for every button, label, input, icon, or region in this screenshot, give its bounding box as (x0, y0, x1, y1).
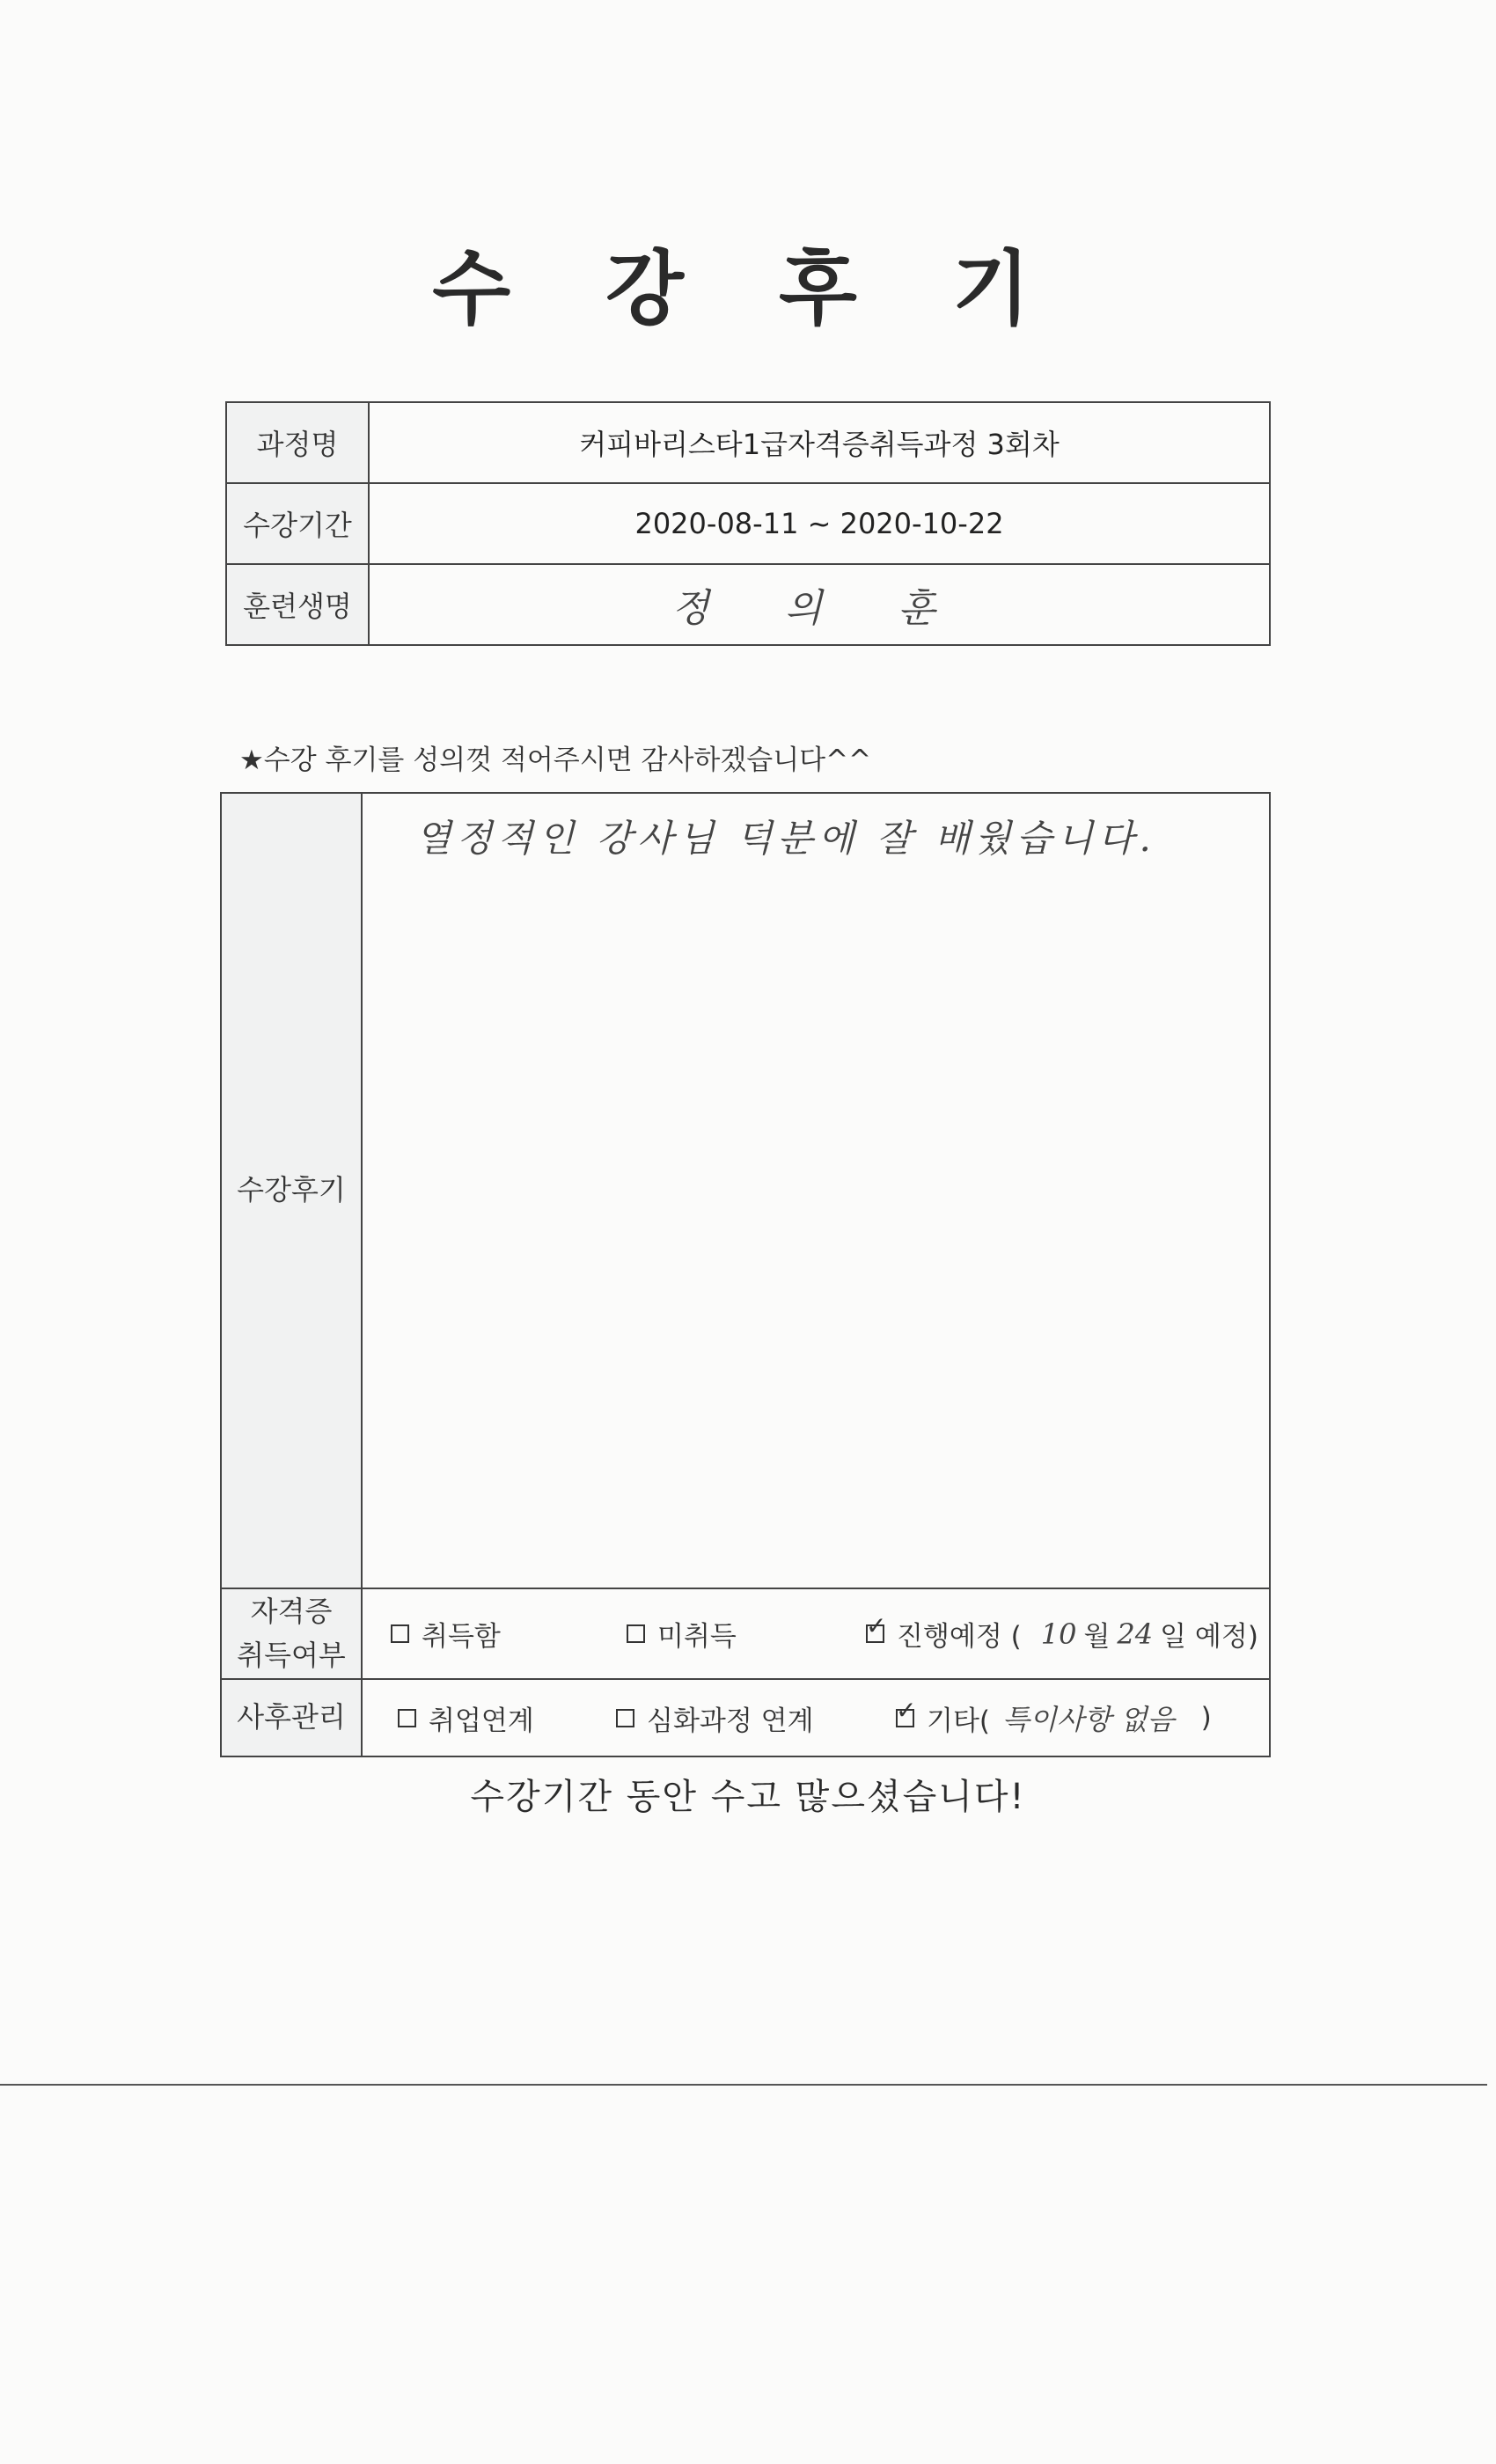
review-table (220, 792, 1271, 1757)
aftercare-option-advanced-label: 심화과정 연계 (647, 1705, 814, 1737)
check-mark-icon: ✓ (896, 1695, 917, 1725)
trainee-row (226, 564, 1270, 645)
aftercare-option-job-label: 취업연계 (429, 1705, 534, 1737)
cert-label (221, 1588, 362, 1679)
review-row (221, 793, 1270, 1588)
cert-row (221, 1588, 1270, 1679)
cert-option-acquired[interactable] (391, 1614, 627, 1654)
course-info-table (225, 401, 1271, 646)
closing-message: 수강기간 동안 수고 많으셨습니다! (470, 1777, 1026, 1817)
cert-option-acquired-label: 취득함 (422, 1621, 501, 1654)
cert-label-line1: 자격증 (250, 1595, 333, 1628)
period-value: 2020-08-11 ~ 2020-10-22 (369, 483, 1270, 564)
trainee-cell (369, 564, 1270, 645)
course-value: 커피바리스타1급자격증취득과정 3회차 (369, 402, 1270, 483)
aftercare-label: 사후관리 (221, 1679, 362, 1756)
course-label: 과정명 (226, 402, 369, 483)
checkbox-icon[interactable] (616, 1709, 634, 1727)
check-mark-icon: ✓ (866, 1611, 887, 1641)
cert-option-scheduled[interactable] (866, 1611, 1258, 1654)
aftercare-option-advanced[interactable] (616, 1698, 896, 1738)
instruction-note: ★수강 후기를 성의껏 적어주시면 감사하겠습니다^^ (239, 744, 872, 776)
review-body (362, 793, 1270, 1588)
page-divider (0, 2084, 1487, 2086)
scheduled-month-handwritten: 10 (1040, 1617, 1077, 1651)
aftercare-option-etc-prefix: 기타( (927, 1705, 990, 1737)
trainee-name-handwritten: 정 의 훈 (671, 586, 967, 631)
period-label: 수강기간 (226, 483, 369, 564)
aftercare-options (362, 1679, 1270, 1756)
checkbox-icon[interactable] (627, 1624, 645, 1643)
cert-option-scheduled-prefix: 진행예정 ( (897, 1621, 1022, 1654)
course-row (226, 402, 1270, 483)
trainee-label: 훈련생명 (226, 564, 369, 645)
month-unit: 월 (1083, 1621, 1111, 1654)
aftercare-option-etc[interactable] (896, 1695, 1212, 1738)
cert-label-line2: 취득여부 (237, 1638, 346, 1672)
checkbox-icon[interactable] (391, 1624, 409, 1643)
checked-checkbox-icon[interactable] (896, 1695, 917, 1727)
aftercare-option-etc-suffix: ) (1200, 1702, 1212, 1734)
checkbox-icon[interactable] (398, 1709, 416, 1727)
review-text-handwritten: 열정적인 강사님 덕분에 잘 배웠습니다. (415, 817, 1156, 860)
scheduled-day-handwritten: 24 (1117, 1617, 1154, 1651)
cert-option-not-acquired[interactable] (627, 1614, 866, 1654)
etc-value-handwritten: 특이사항 없음 (1002, 1703, 1175, 1737)
aftercare-row (221, 1679, 1270, 1756)
cert-option-not-acquired-label: 미취득 (657, 1621, 737, 1654)
period-row (226, 483, 1270, 564)
aftercare-option-job[interactable] (398, 1698, 616, 1738)
review-label: 수강후기 (221, 793, 362, 1588)
cert-option-scheduled-suffix: 일 예정) (1160, 1621, 1258, 1654)
document-title: 수 강 후 기 (432, 242, 1064, 336)
cert-options (362, 1588, 1270, 1679)
checked-checkbox-icon[interactable] (866, 1611, 887, 1643)
